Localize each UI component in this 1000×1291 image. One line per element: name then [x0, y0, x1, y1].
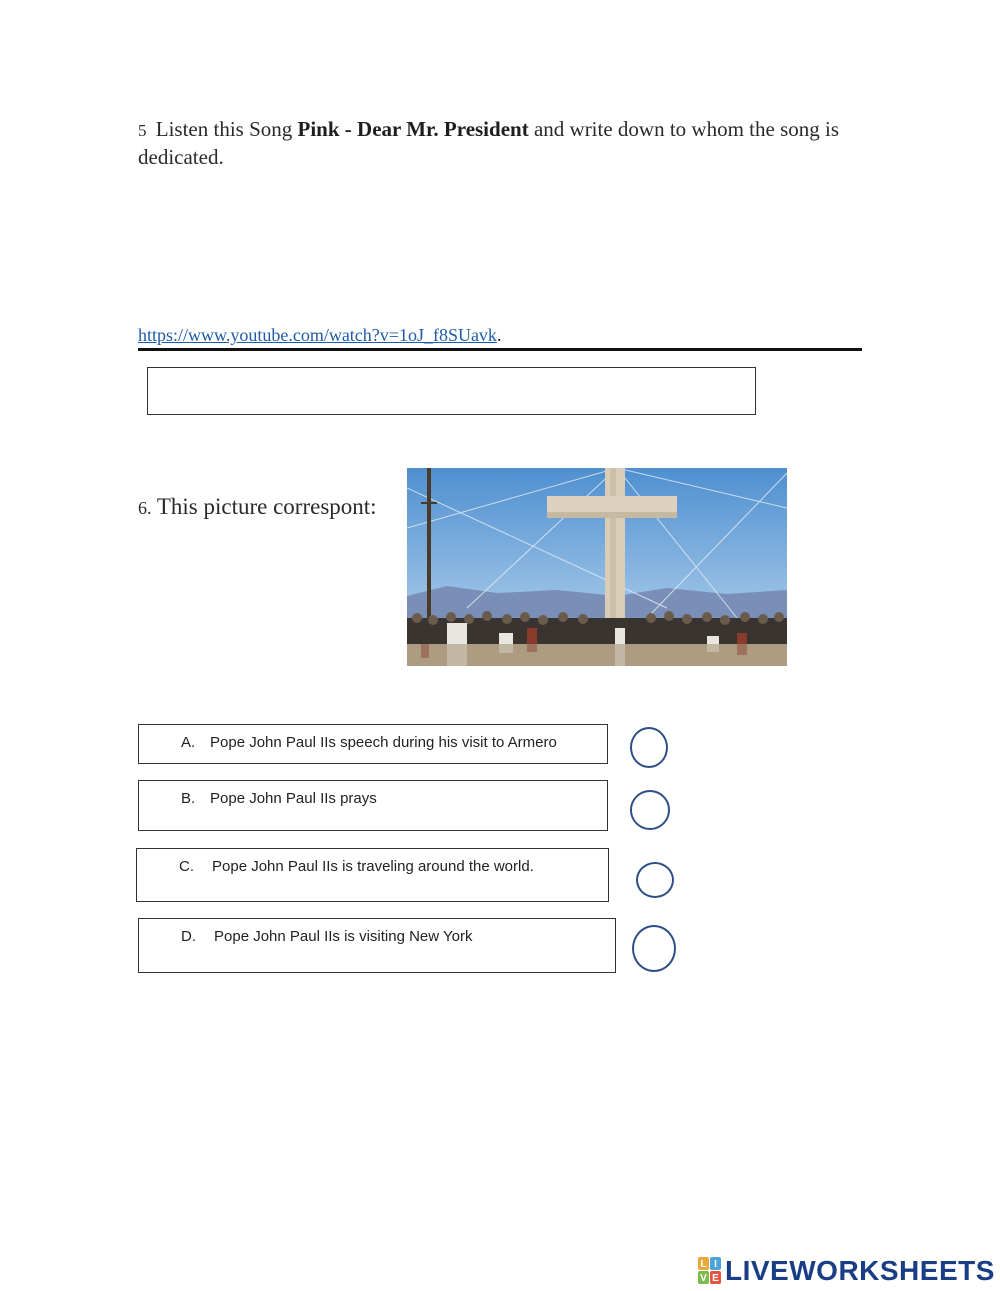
- brand-name: LIVEWORKSHEETS: [725, 1255, 995, 1286]
- question-5-prompt-end: and write down to whom the song is dedicated.: [138, 117, 840, 169]
- option-a-radio[interactable]: [630, 727, 668, 768]
- question-6-number: 6.: [138, 498, 152, 518]
- option-d-text: Pope John Paul IIs is visiting New York: [214, 928, 473, 945]
- option-b-text: Pope John Paul IIs prays: [210, 790, 377, 807]
- option-d-box[interactable]: [138, 918, 616, 973]
- option-b-letter: B.: [181, 790, 196, 807]
- svg-text:E: E: [712, 1273, 719, 1284]
- option-a-text: Pope John Paul IIs speech during his visit to Armero: [210, 734, 557, 751]
- svg-text:I: I: [714, 1259, 717, 1270]
- option-a-letter: A.: [181, 734, 196, 751]
- option-c-text: Pope John Paul IIs is traveling around the world.: [212, 858, 534, 875]
- horizontal-rule: [138, 348, 862, 351]
- question-5-number: 5: [138, 121, 147, 140]
- option-a-box[interactable]: [138, 724, 608, 764]
- question-5-text: [138, 116, 868, 171]
- option-d-radio[interactable]: [632, 925, 676, 972]
- answer-5-input[interactable]: [147, 367, 756, 415]
- svg-text:L: L: [700, 1259, 707, 1270]
- option-c-letter: C.: [179, 858, 194, 875]
- link-trailing-period: .: [496, 325, 502, 345]
- question-5-prompt-start: Listen this Song: [150, 117, 298, 141]
- cross-crowd-photo: [407, 468, 787, 666]
- youtube-link[interactable]: https://www.youtube.com/watch?v=1oJ_f8SUavk: [138, 325, 497, 345]
- liveworksheets-brand: [698, 1254, 995, 1288]
- option-d-letter: D.: [181, 928, 196, 945]
- youtube-link-line: [138, 325, 501, 346]
- liveworksheets-logo-icon: [698, 1257, 722, 1285]
- option-c-radio[interactable]: [636, 862, 674, 898]
- question-6-prompt: This picture correspont:: [151, 494, 377, 519]
- option-c-box[interactable]: [136, 848, 609, 902]
- svg-text:V: V: [700, 1273, 707, 1284]
- option-b-radio[interactable]: [630, 790, 670, 830]
- song-title: Pink - Dear Mr. President: [297, 117, 529, 141]
- question-6-text: [138, 494, 377, 520]
- option-b-box[interactable]: [138, 780, 608, 831]
